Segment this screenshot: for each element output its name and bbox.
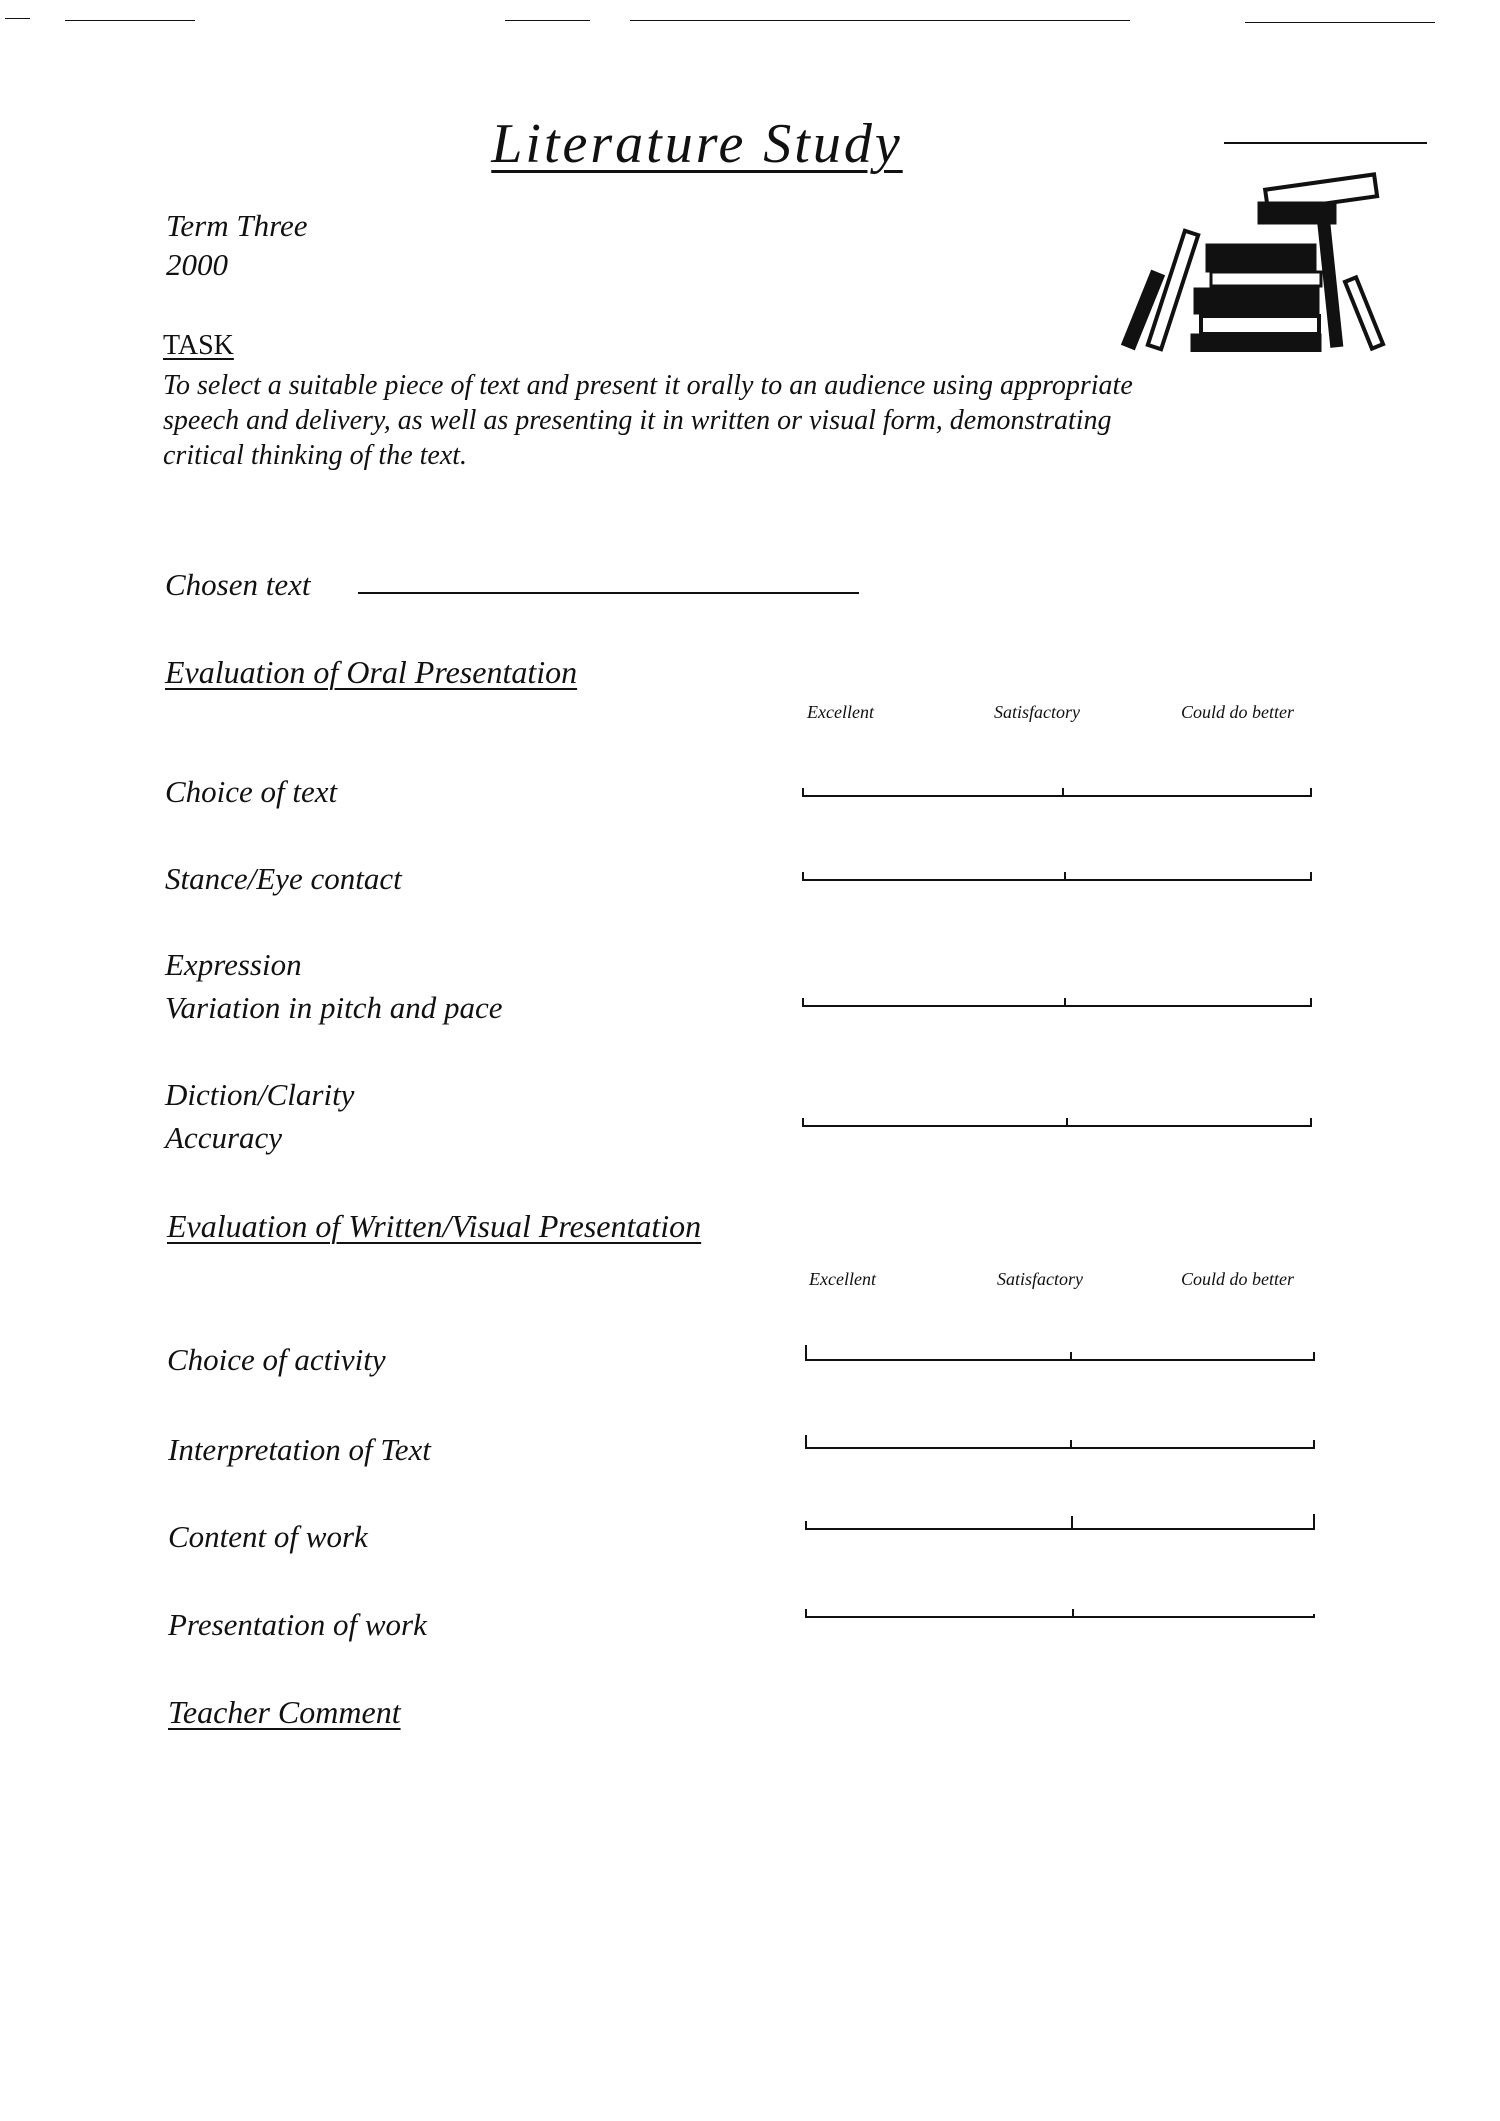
task-line: critical thinking of the text. bbox=[163, 440, 468, 471]
oral-section-heading: Evaluation of Oral Presentation bbox=[165, 654, 578, 690]
rating-scale-stance[interactable] bbox=[802, 879, 1312, 881]
scale-label-excellent: Excellent bbox=[809, 1269, 876, 1289]
task-line: To select a suitable piece of text and present it orally to an audience using appropriate bbox=[163, 370, 1133, 401]
rating-scale-presentation[interactable] bbox=[805, 1616, 1315, 1618]
task-line: speech and delivery, as well as presenting it in written or visual form, demonstrating bbox=[163, 405, 1112, 436]
written-section-heading: Evaluation of Written/Visual Presentation bbox=[167, 1208, 702, 1244]
task-description bbox=[163, 368, 1133, 473]
scan-artifact-line bbox=[5, 18, 30, 19]
criterion-accuracy: Accuracy bbox=[165, 1120, 283, 1155]
criterion-stance-eye-contact: Stance/Eye contact bbox=[165, 861, 402, 896]
scale-label-excellent: Excellent bbox=[807, 702, 874, 722]
name-blank-line bbox=[1224, 142, 1427, 144]
page-title: Literature Study bbox=[491, 113, 903, 175]
year-label: 2000 bbox=[166, 247, 228, 282]
chosen-text-label: Chosen text bbox=[165, 567, 311, 602]
scale-label-could-do-better: Could do better bbox=[1181, 1269, 1294, 1289]
criterion-variation: Variation in pitch and pace bbox=[165, 990, 503, 1025]
scale-label-could-do-better: Could do better bbox=[1181, 702, 1294, 722]
criterion-expression: Expression bbox=[165, 947, 302, 982]
scale-label-satisfactory: Satisfactory bbox=[994, 702, 1080, 722]
task-heading: TASK bbox=[163, 330, 234, 361]
criterion-content-of-work: Content of work bbox=[168, 1519, 368, 1554]
scan-artifact-line bbox=[505, 20, 590, 21]
books-illustration bbox=[1096, 172, 1411, 352]
rating-scale-content[interactable] bbox=[805, 1528, 1315, 1530]
criterion-diction-clarity: Diction/Clarity bbox=[165, 1077, 355, 1112]
scan-artifact-line bbox=[65, 20, 195, 21]
scale-label-satisfactory: Satisfactory bbox=[997, 1269, 1083, 1289]
criterion-choice-of-text: Choice of text bbox=[165, 774, 338, 809]
rating-scale-choice-of-activity[interactable] bbox=[805, 1359, 1315, 1361]
term-label: Term Three bbox=[166, 208, 308, 243]
rating-scale-interpretation[interactable] bbox=[805, 1447, 1315, 1449]
rating-scale-diction[interactable] bbox=[802, 1125, 1312, 1127]
scan-artifact-line bbox=[1245, 22, 1435, 23]
scan-artifact-line bbox=[630, 20, 1130, 21]
criterion-choice-of-activity: Choice of activity bbox=[167, 1342, 386, 1377]
criterion-interpretation: Interpretation of Text bbox=[168, 1432, 431, 1467]
rating-scale-choice-of-text[interactable] bbox=[802, 795, 1312, 797]
teacher-comment-heading: Teacher Comment bbox=[168, 1694, 401, 1730]
criterion-presentation-of-work: Presentation of work bbox=[168, 1607, 427, 1642]
chosen-text-field[interactable] bbox=[358, 592, 859, 594]
rating-scale-expression[interactable] bbox=[802, 1005, 1312, 1007]
